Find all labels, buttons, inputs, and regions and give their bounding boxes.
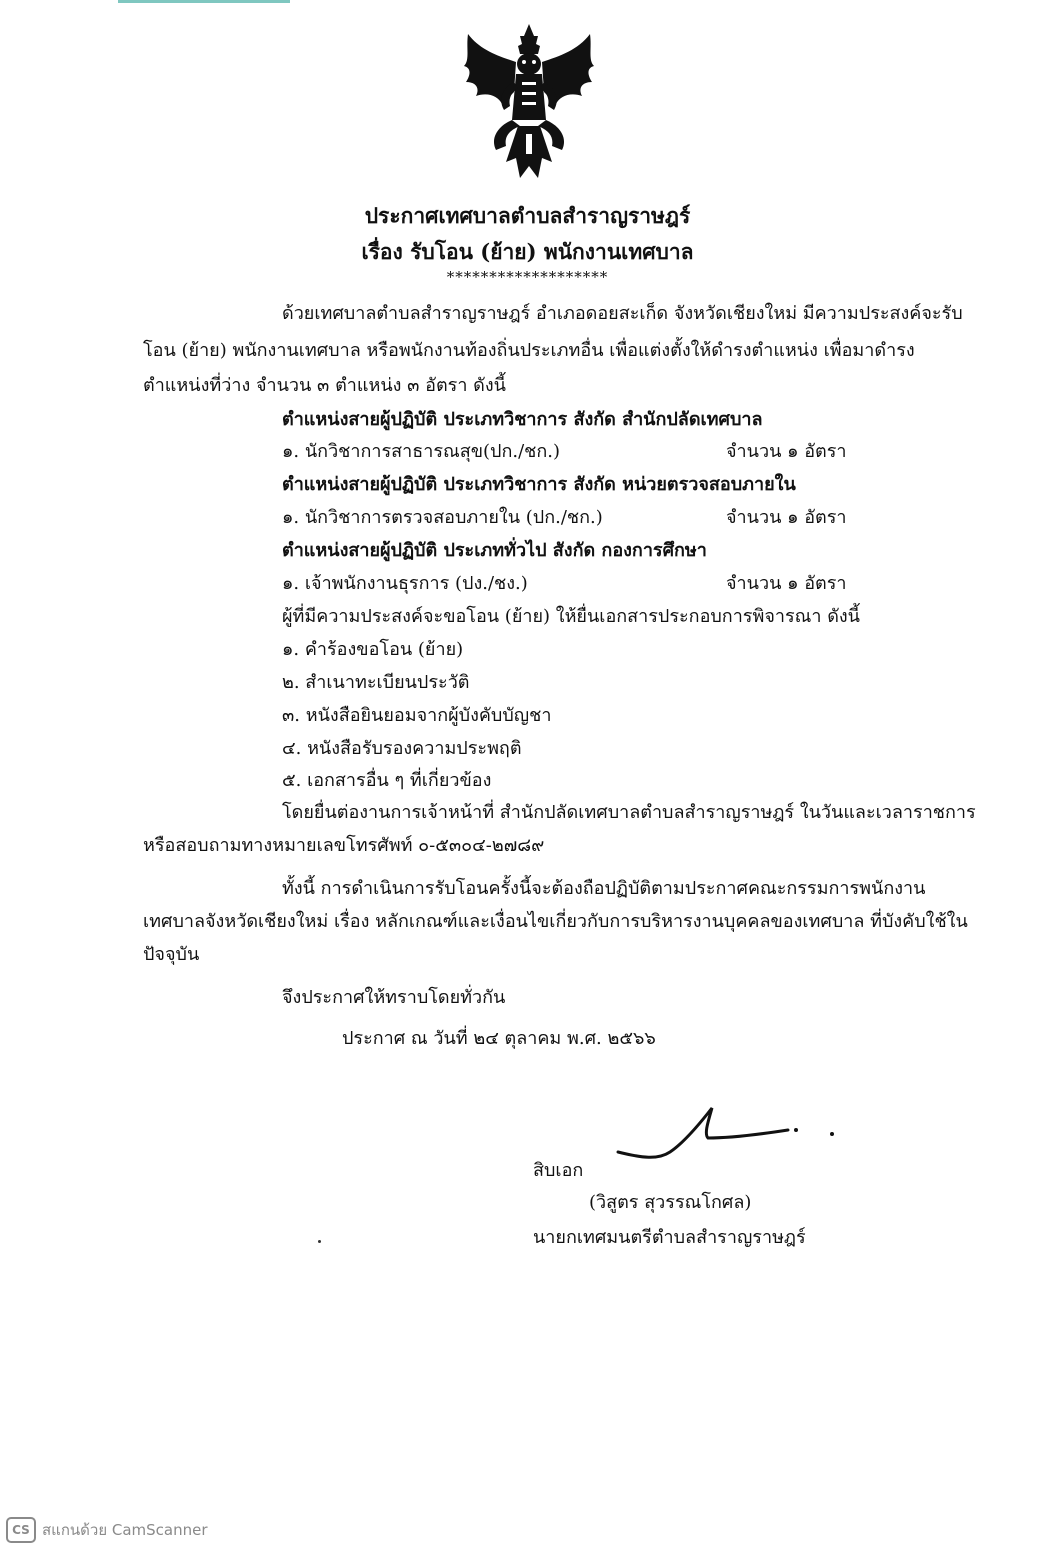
camscanner-label: สแกนด้วย CamScanner [42, 1521, 208, 1539]
announcement-date: ประกาศ ณ วันที่ ๒๔ ตุลาคม พ.ศ. ๒๕๖๖ [342, 1028, 656, 1049]
intro-line-2: โอน (ย้าย) พนักงานเทศบาล หรือพนักงานท้องถิ่นประเภทอื่น เพื่อแต่งตั้งให้ดำรงตำแหน่ง เพื่อมาดำรง [143, 340, 915, 361]
rule-line-1: ทั้งนี้ การดำเนินการรับโอนครั้งนี้จะต้องถือปฏิบัติตามประกาศคณะกรรมการพนักงาน [282, 878, 926, 899]
rule-line-2: เทศบาลจังหวัดเชียงใหม่ เรื่อง หลักเกณฑ์และเงื่อนไขเกี่ยวกับการบริหารงานบุคคลของเทศบาล ที่บังคับใช้ใน [143, 911, 968, 932]
announcement-title: ประกาศเทศบาลตำบลสำราญราษฎร์ [364, 203, 691, 228]
signature-icon [612, 1100, 852, 1170]
signer-position: นายกเทศมนตรีตำบลสำราญราษฎร์ [533, 1227, 806, 1248]
position-heading-2: ตำแหน่งสายผู้ปฏิบัติ ประเภทวิชาการ สังกัด หน่วยตรวจสอบภายใน [282, 474, 796, 495]
doc-item-3: ๓. หนังสือยินยอมจากผู้บังคับบัญชา [282, 705, 552, 726]
position-item-1: ๑. นักวิชาการสาธารณสุข(ปก./ชก.) [282, 441, 561, 462]
position-item-2: ๑. นักวิชาการตรวจสอบภายใน (ปก./ชก.) [282, 507, 603, 528]
position-item-3: ๑. เจ้าพนักงานธุรการ (ปง./ชง.) [282, 573, 528, 594]
top-edge-line [118, 0, 290, 3]
intro-line-3: ตำแหน่งที่ว่าง จำนวน ๓ ตำแหน่ง ๓ อัตรา ดังนี้ [143, 375, 506, 396]
signer-name: (วิสูตร สุวรรณโกศล) [589, 1192, 752, 1213]
doc-item-1: ๑. คำร้องขอโอน (ย้าย) [282, 639, 464, 660]
position-heading-3: ตำแหน่งสายผู้ปฏิบัติ ประเภททั่วไป สังกัด กองการศึกษา [282, 540, 707, 561]
camscanner-logo-icon: CS [6, 1517, 36, 1543]
position-qty-2: จำนวน ๑ อัตรา [726, 507, 847, 528]
closing-statement: จึงประกาศให้ทราบโดยทั่วกัน [282, 987, 506, 1008]
position-heading-1: ตำแหน่งสายผู้ปฏิบัติ ประเภทวิชาการ สังกัด สำนักปลัดเทศบาล [282, 409, 763, 430]
submit-line-1: โดยยื่นต่องานการเจ้าหน้าที่ สำนักปลัดเทศบาลตำบลสำราญราษฎร์ ในวันและเวลาราชการ [282, 802, 976, 823]
garuda-emblem-icon [458, 22, 600, 182]
rule-line-3: ปัจจุบัน [143, 944, 200, 965]
signer-rank: สิบเอก [533, 1160, 584, 1181]
doc-item-5: ๕. เอกสารอื่น ๆ ที่เกี่ยวข้อง [282, 770, 492, 791]
doc-item-2: ๒. สำเนาทะเบียนประวัติ [282, 672, 470, 693]
doc-item-4: ๔. หนังสือรับรองความประพฤติ [282, 738, 522, 759]
position-qty-3: จำนวน ๑ อัตรา [726, 573, 847, 594]
star-divider: ******************* [446, 268, 609, 286]
submit-line-2: หรือสอบถามทางหมายเลขโทรศัพท์ ๐-๕๓๐๔-๒๗๘๙ [143, 835, 545, 856]
camscanner-watermark [6, 1517, 208, 1543]
docs-intro: ผู้ที่มีความประสงค์จะขอโอน (ย้าย) ให้ยื่นเอกสารประกอบการพิจารณา ดังนี้ [282, 606, 860, 627]
announcement-subject: เรื่อง รับโอน (ย้าย) พนักงานเทศบาล [361, 239, 694, 264]
intro-line-1: ด้วยเทศบาลตำบลสำราญราษฎร์ อำเภอดอยสะเก็ด จังหวัดเชียงใหม่ มีความประสงค์จะรับ [282, 303, 963, 324]
scan-speck [318, 1240, 321, 1243]
position-qty-1: จำนวน ๑ อัตรา [726, 441, 847, 462]
